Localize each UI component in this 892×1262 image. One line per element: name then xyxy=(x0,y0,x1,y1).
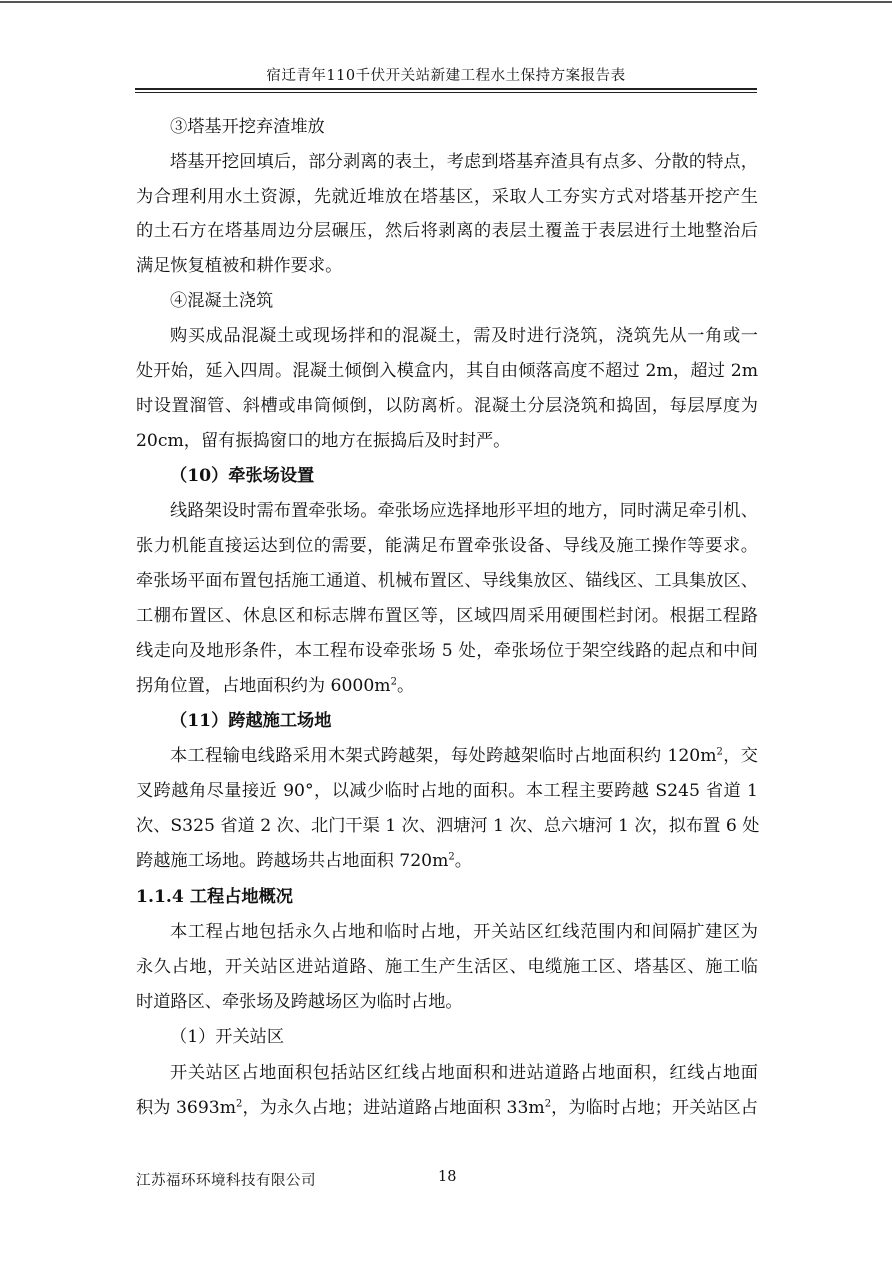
paragraph-line: 线路架设时需布置牵张场。牵张场应选择地形平坦的地方，同时满足牵引机、 xyxy=(170,501,758,521)
paragraph-line: 塔基开挖回填后，部分剥离的表土，考虑到塔基弃渣具有点多、分散的特点， xyxy=(170,152,758,172)
text-run: 。 xyxy=(396,676,415,696)
header-rule-thin xyxy=(135,92,757,93)
page-header-title: 宿迁青年110千伏开关站新建工程水土保持方案报告表 xyxy=(266,68,626,84)
paragraph-line: 张力机能直接运达到位的需要，能满足布置牵张设备、导线及施工操作等要求。 xyxy=(136,536,758,556)
text-run: 拐角位置，占地面积约为 6000m xyxy=(136,676,391,696)
paragraph-line: 次、S325 省道 2 次、北门干渠 1 次、泗塘河 1 次、总六塘河 1 次，拟布置 6 处 xyxy=(136,816,760,836)
text-run: 积为 3693m xyxy=(136,1098,237,1118)
paragraph-line: 满足恢复植被和耕作要求。 xyxy=(136,256,343,276)
superscript: 2 xyxy=(716,746,723,758)
superscript: 2 xyxy=(236,1098,243,1110)
paragraph-line: 的土石方在塔基周边分层碾压，然后将剥离的表层土覆盖于表层进行土地整治后 xyxy=(136,221,758,241)
superscript: 2 xyxy=(448,851,455,863)
header-rule-thick xyxy=(135,88,757,90)
paragraph-line: 牵张场平面布置包括施工通道、机械布置区、导线集放区、锚线区、工具集放区、 xyxy=(136,571,758,591)
paragraph-line xyxy=(170,745,758,767)
text-run: ，为永久占地；进站道路占地面积 33m xyxy=(242,1098,545,1118)
paragraph-line xyxy=(136,850,758,872)
paragraph-line: 线走向及地形条件，本工程布设牵张场 5 处，牵张场位于架空线路的起点和中间 xyxy=(136,641,758,661)
paragraph-line: 处开始，延入四周。混凝土倾倒入模盒内，其自由倾落高度不超过 2m，超过 2m xyxy=(136,361,758,381)
superscript: 2 xyxy=(390,676,397,688)
text-run: 跨越施工场地。跨越场共占地面积 720m xyxy=(136,851,449,871)
text-run: ，为临时占地；开关站区占 xyxy=(551,1098,758,1118)
paragraph-line: 时设置溜管、斜槽或串筒倾倒，以防离析。混凝土分层浇筑和捣固，每层厚度为 xyxy=(136,396,758,416)
paragraph-line xyxy=(136,675,758,697)
text-run: 。 xyxy=(454,851,472,871)
item4-heading: ④混凝土浇筑 xyxy=(170,291,274,311)
paragraph-line: 时道路区、牵张场及跨越场区为临时占地。 xyxy=(136,992,463,1012)
text-run: 本工程输电线路采用木架式跨越架，每处跨越架临时占地面积约 120m xyxy=(170,746,717,766)
page-top-border xyxy=(0,1,892,3)
paragraph-line: 购买成品混凝土或现场拌和的混凝土，需及时进行浇筑，浇筑先从一角或一 xyxy=(170,326,758,346)
footer-company: 江苏福环环境科技有限公司 xyxy=(136,1173,316,1189)
section-10-heading: （10）牵张场设置 xyxy=(170,466,315,486)
paragraph-line: 本工程占地包括永久占地和临时占地，开关站区红线范围内和间隔扩建区为 xyxy=(170,922,758,942)
paragraph-line: 20cm，留有振捣窗口的地方在振捣后及时封严。 xyxy=(136,431,511,451)
page-number: 18 xyxy=(438,1169,457,1185)
paragraph-line: 工棚布置区、休息区和标志牌布置区等，区域四周采用硬围栏封闭。根据工程路 xyxy=(136,606,758,626)
text-run: ，交 xyxy=(722,746,758,766)
item3-heading: ③塔基开挖弃渣堆放 xyxy=(170,117,325,137)
section-11-heading: （11）跨越施工场地 xyxy=(170,711,332,731)
paragraph-line xyxy=(136,1097,758,1119)
paragraph-line: 开关站区占地面积包括站区红线占地面积和进站道路占地面积，红线占地面 xyxy=(170,1063,758,1083)
paragraph-line: 叉跨越角尽量接近 90°，以减少临时占地的面积。本工程主要跨越 S245 省道 1 xyxy=(136,781,758,801)
superscript: 2 xyxy=(544,1098,552,1110)
subsection-1-heading: （1）开关站区 xyxy=(170,1027,285,1047)
section-1-1-4-heading: 1.1.4 工程占地概况 xyxy=(136,887,293,907)
paragraph-line: 为合理利用水土资源，先就近堆放在塔基区，采取人工夯实方式对塔基开挖产生 xyxy=(136,187,758,207)
paragraph-line: 永久占地，开关站区进站道路、施工生产生活区、电缆施工区、塔基区、施工临 xyxy=(136,957,758,977)
